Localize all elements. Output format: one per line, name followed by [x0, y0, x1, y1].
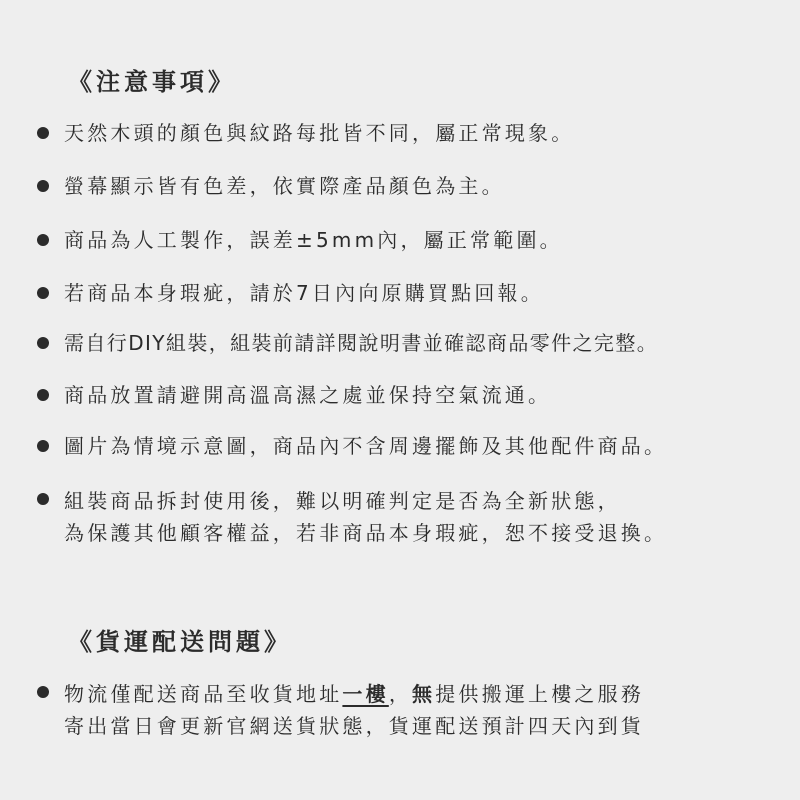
bullet-icon [37, 686, 49, 698]
list-item [37, 279, 544, 307]
note-text-multiline [64, 485, 667, 549]
shipping-text-part: 物流僅配送商品至收貨地址 [64, 682, 343, 706]
list-item [37, 485, 667, 549]
list-item [37, 226, 563, 254]
bullet-icon [37, 337, 49, 349]
bullet-icon [37, 287, 49, 299]
shipping-emphasis-no: 無 [412, 682, 436, 706]
shipping-text-part: 提供搬運上樓之服務 [435, 682, 645, 706]
note-text: 螢幕顯示皆有色差，依實際產品顏色為主。 [64, 174, 505, 198]
note-text: 需自行DIY組裝，組裝前請詳閱說明書並確認商品零件之完整。 [64, 331, 659, 355]
note-text: 若商品本身瑕疵，請於7日內向原購買點回報。 [64, 281, 544, 305]
list-item [37, 432, 667, 460]
bullet-icon [37, 440, 49, 452]
list-item [37, 678, 644, 742]
note-line: 為保護其他顧客權益，若非商品本身瑕疵，恕不接受退換。 [64, 521, 668, 545]
bullet-icon [37, 180, 49, 192]
list-item [37, 329, 658, 357]
shipping-line: 寄出當日會更新官網送貨狀態，貨運配送預計四天內到貨 [64, 714, 644, 738]
bullet-icon [37, 493, 49, 505]
note-text: 商品為人工製作，誤差±5mm內，屬正常範圍。 [64, 228, 563, 252]
note-line: 組裝商品拆封使用後，難以明確判定是否為全新狀態， [64, 489, 621, 513]
bullet-icon [37, 389, 49, 401]
shipping-text-part: ， [388, 682, 413, 706]
notes-title: 《注意事項》 [68, 68, 236, 96]
shipping-line [64, 678, 644, 710]
shipping-emphasis-first-floor: 一樓 [342, 682, 389, 706]
shipping-title: 《貨運配送問題》 [68, 628, 292, 656]
list-item [37, 172, 505, 200]
bullet-icon [37, 234, 49, 246]
list-item [37, 119, 574, 147]
bullet-icon [37, 127, 49, 139]
note-text: 圖片為情境示意圖，商品內不含周邊擺飾及其他配件商品。 [64, 434, 668, 458]
note-text: 天然木頭的顏色與紋路每批皆不同，屬正常現象。 [64, 121, 575, 145]
note-text: 商品放置請避開高溫高濕之處並保持空氣流通。 [64, 383, 552, 407]
shipping-text [64, 678, 644, 742]
list-item [37, 381, 551, 409]
